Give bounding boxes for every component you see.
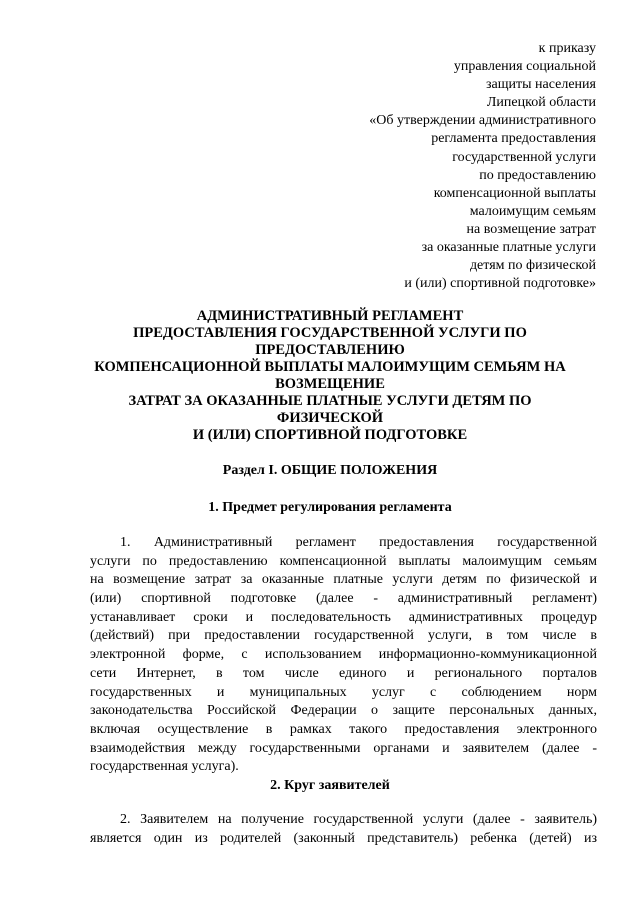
header-line: к приказу	[538, 41, 596, 56]
paragraph-line: электронной форме, с использованием информационно-коммуникационной	[90, 647, 597, 663]
paragraph-line: на возмещение затрат за оказанные платные услуги детям по физической и	[90, 572, 597, 588]
title-line: ФИЗИЧЕСКОЙ	[276, 410, 384, 426]
header-line: Липецкой области	[486, 95, 596, 111]
subsection-heading-applicants: 2. Круг заявителей	[270, 778, 390, 793]
paragraph-line: устанавливает сроки и последовательность административных процедур	[90, 609, 597, 625]
header-line: защиты населения	[486, 77, 596, 93]
paragraph-line: государственная услуга).	[90, 759, 239, 775]
paragraph-line: включая осуществление в рамках такого предоставления электронного	[90, 721, 597, 737]
header-line: на возмещение затрат	[466, 221, 596, 237]
document-title	[60, 308, 600, 444]
header-line: по предоставлению	[479, 167, 596, 183]
paragraph-line: услуги по предоставлению компенсационной выплаты малоимущим семьям	[90, 553, 597, 569]
header-line: компенсационной выплаты	[433, 185, 596, 201]
header-line: государственной услуги	[452, 149, 596, 165]
paragraph-line: (действий) при предоставлении государственной услуги, в том числе в	[90, 628, 597, 644]
paragraph-line: государственных и муниципальных услуг с соблюдением норм	[90, 684, 597, 700]
paragraph-line: 2. Заявителем на получение государственной услуги (далее - заявитель)	[120, 812, 597, 827]
paragraph-line: является один из родителей (законный представитель) ребенка (детей) из	[90, 830, 597, 846]
header-line: регламента предоставления	[431, 131, 596, 147]
section-heading: Раздел I. ОБЩИЕ ПОЛОЖЕНИЯ	[222, 463, 438, 478]
header-line: и (или) спортивной подготовке»	[404, 276, 596, 292]
paragraph-line: законодательства Российской Федерации о защите персональных данных,	[90, 703, 597, 719]
paragraph-2	[90, 811, 597, 848]
paragraph-line: 1. Административный регламент предоставления государственной	[120, 535, 597, 550]
paragraph-line: сети Интернет, в том числе единого и регионального порталов	[90, 665, 597, 681]
title-line: АДМИНИСТРАТИВНЫЙ РЕГЛАМЕНТ	[196, 308, 464, 324]
header-line: за оказанные платные услуги	[421, 240, 596, 256]
header-line: малоимущим семьям	[469, 203, 596, 219]
title-line: ПРЕДОСТАВЛЕНИЯ ГОСУДАРСТВЕННОЙ УСЛУГИ ПО	[133, 325, 527, 341]
title-line: ВОЗМЕЩЕНИЕ	[275, 376, 385, 392]
paragraph-line: (или) спортивной подготовке (далее - административный регламент)	[90, 591, 597, 607]
header-line: детям по физической	[469, 258, 596, 274]
paragraph-1	[90, 534, 597, 777]
paragraph-line: взаимодействия между государственными органами и заявителем (далее -	[90, 740, 597, 756]
title-line: ЗАТРАТ ЗА ОКАЗАННЫЕ ПЛАТНЫЕ УСЛУГИ ДЕТЯМ ПО	[128, 393, 532, 409]
header-line: управления социальной	[453, 59, 596, 75]
title-line: КОМПЕНСАЦИОННОЙ ВЫПЛАТЫ МАЛОИМУЩИМ СЕМЬЯМ НА	[94, 359, 566, 375]
header-line: «Об утверждении административного	[369, 113, 596, 129]
subsection-heading-subject: 1. Предмет регулирования регламента	[208, 500, 452, 515]
title-line: ПРЕДОСТАВЛЕНИЮ	[255, 342, 405, 358]
title-line: И (ИЛИ) СПОРТИВНОЙ ПОДГОТОВКЕ	[192, 427, 468, 443]
order-reference-header	[296, 40, 596, 293]
